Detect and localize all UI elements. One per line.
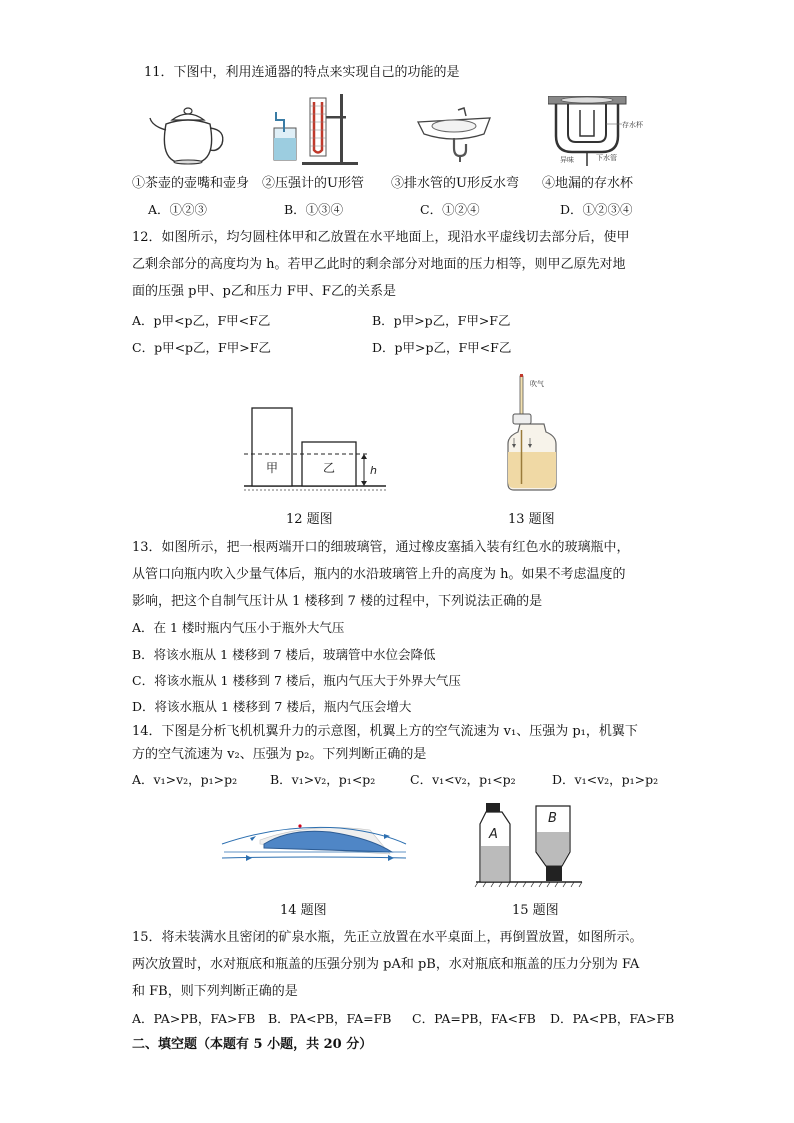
fig15-caption: 15 题图 xyxy=(512,903,559,918)
q12-option-d: D．p甲>p乙，F甲<F乙 xyxy=(372,340,512,355)
fig12-caption: 12 题图 xyxy=(286,512,333,527)
fig13-barometer xyxy=(500,372,580,496)
manometer-figure xyxy=(268,92,364,166)
q13-option-c: C．将该水瓶从 1 楼移到 7 楼后，瓶内气压大于外界大气压 xyxy=(132,673,461,688)
q13-option-a: A．在 1 楼时瓶内气压小于瓶外大气压 xyxy=(132,620,345,635)
fig12-label-jia: 甲 xyxy=(266,461,279,475)
q13-stem-line-1: 13．如图所示，把一根两端开口的细玻璃管，通过橡皮塞插入装有红色水的玻璃瓶中， xyxy=(132,540,630,555)
q15-stem-line-3: 和 FB，则下列判断正确的是 xyxy=(132,984,298,999)
q14-option-c: C．v₁<v₂，p₁<p₂ xyxy=(410,772,516,787)
q13-option-d: D．将该水瓶从 1 楼移到 7 楼后，瓶内气压会增大 xyxy=(132,699,412,714)
q11-option-d: D．①②③④ xyxy=(560,202,633,217)
q12-option-b: B．p甲>p乙，F甲>F乙 xyxy=(372,313,511,328)
q15-option-d: D．PA<PB，FA>FB xyxy=(550,1011,675,1026)
drain-label-pipe: 下水管 xyxy=(596,154,617,162)
fig12-cylinders xyxy=(240,400,390,496)
fig15-bottles xyxy=(474,800,584,890)
q11-caption-1: ①茶壶的壶嘴和壶身 xyxy=(132,176,250,191)
sink-figure xyxy=(414,104,494,164)
fig12-label-h: h xyxy=(370,464,377,477)
q13-option-b: B．将该水瓶从 1 楼移到 7 楼后，玻璃管中水位会降低 xyxy=(132,647,436,662)
q12-stem-line-2: 乙剩余部分的高度均为 h。若甲乙此时的剩余部分对地面的压力相等，则甲乙原先对地 xyxy=(132,257,626,272)
q11-stem: 11．下图中，利用连通器的特点来实现自己的功能的是 xyxy=(144,65,460,80)
fig13-caption: 13 题图 xyxy=(508,512,555,527)
q14-stem-line-2: 方的空气流速为 v₂、压强为 p₂。下列判断正确的是 xyxy=(132,747,427,762)
q15-option-c: C．PA=PB，FA<FB xyxy=(412,1011,536,1026)
floor-drain-figure xyxy=(548,96,648,166)
q12-option-a: A．p甲<p乙，F甲<F乙 xyxy=(132,313,271,328)
q15-option-a: A．PA>PB，FA>FB xyxy=(132,1011,256,1026)
fig12-label-yi: 乙 xyxy=(323,461,336,475)
fig13-label-blow: 吹气 xyxy=(530,380,544,388)
q12-stem-line-3: 面的压强 p甲、p乙和压力 F甲、F乙的关系是 xyxy=(132,284,396,299)
q11-option-c: C．①②④ xyxy=(420,202,480,217)
q15-option-b: B．PA<PB，FA=FB xyxy=(268,1011,392,1026)
drain-label-cup: 存水杯 xyxy=(622,121,643,129)
q14-option-b: B．v₁>v₂，p₁<p₂ xyxy=(270,772,376,787)
fig14-caption: 14 题图 xyxy=(280,903,327,918)
q11-option-a: A．①②③ xyxy=(148,202,208,217)
fig15-label-b: B xyxy=(548,811,557,826)
drain-label-water: 异味 xyxy=(560,156,574,164)
q11-caption-2: ②压强计的U形管 xyxy=(262,176,364,191)
q13-stem-line-3: 影响，把这个自制气压计从 1 楼移到 7 楼的过程中，下列说法正确的是 xyxy=(132,594,543,609)
section-2-heading: 二、填空题（本题有 5 小题，共 20 分） xyxy=(132,1037,373,1052)
fig14-wing xyxy=(220,814,410,870)
q11-caption-3: ③排水管的U形反水弯 xyxy=(391,176,519,191)
fig15-label-a: A xyxy=(489,827,498,842)
q14-option-d: D．v₁<v₂，p₁>p₂ xyxy=(552,772,659,787)
q11-option-b: B．①③④ xyxy=(284,202,344,217)
q15-stem-line-1: 15．将未装满水且密闭的矿泉水瓶，先正立放置在水平桌面上，再倒置放置，如图所示。 xyxy=(132,930,643,945)
teapot-figure xyxy=(148,100,228,166)
q13-stem-line-2: 从管口向瓶内吹入少量气体后，瓶内的水沿玻璃管上升的高度为 h。如果不考虑温度的 xyxy=(132,567,626,582)
q14-option-a: A．v₁>v₂，p₁>p₂ xyxy=(132,772,238,787)
q12-option-c: C．p甲<p乙，F甲>F乙 xyxy=(132,340,271,355)
q15-stem-line-2: 两次放置时，水对瓶底和瓶盖的压强分别为 pA和 pB，水对瓶底和瓶盖的压力分别为 FA xyxy=(132,957,640,972)
q14-stem-line-1: 14．下图是分析飞机机翼升力的示意图，机翼上方的空气流速为 v₁、压强为 p₁，机翼下 xyxy=(132,724,638,739)
q12-stem-line-1: 12．如图所示，均匀圆柱体甲和乙放置在水平地面上，现沿水平虚线切去部分后，使甲 xyxy=(132,230,630,245)
q11-caption-4: ④地漏的存水杯 xyxy=(542,176,634,191)
